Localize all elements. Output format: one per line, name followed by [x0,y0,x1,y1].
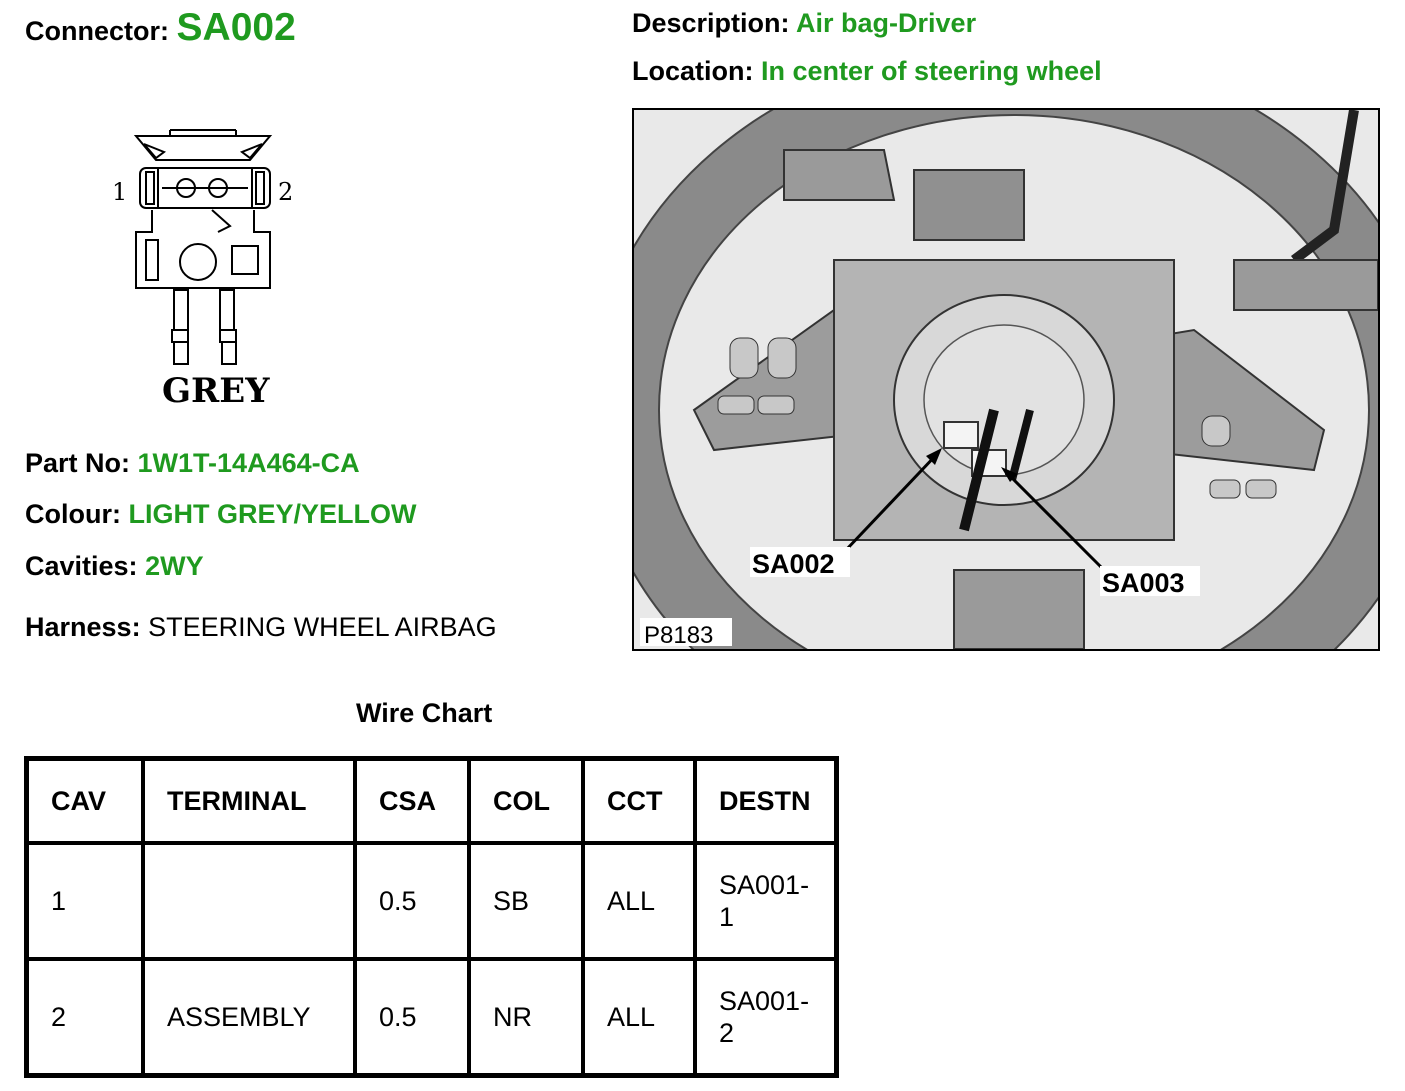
pin-2-label: 2 [278,178,294,206]
colour-field [25,499,417,530]
cell-cct: ALL [583,843,695,959]
description-field [632,8,976,39]
header-csa: CSA [355,759,469,843]
cavities-value: 2WY [145,551,204,581]
steering-wheel-illustration [634,110,1378,649]
callout-sa002: SA002 [752,549,835,579]
connector-value: SA002 [176,6,296,49]
cell-destn: SA001- 1 [695,843,836,959]
harness-label: Harness: [25,612,141,642]
header-col: COL [469,759,583,843]
cell-csa: 0.5 [355,843,469,959]
cell-terminal [143,843,355,959]
location-photo [632,108,1380,651]
part-number-label: Part No: [25,448,131,478]
connector-pinout-diagram [100,122,320,422]
cell-cav: 2 [27,959,143,1075]
header-terminal: TERMINAL [143,759,355,843]
cell-cct: ALL [583,959,695,1075]
colour-value: LIGHT GREY/YELLOW [128,499,417,529]
connector-label: Connector: [25,16,169,46]
location-field [632,56,1102,87]
connector-colour-text: GREY [162,371,270,411]
harness-field [25,612,497,643]
description-value: Air bag-Driver [796,8,977,38]
wire-chart-table [24,756,839,1078]
cavities-label: Cavities: [25,551,138,581]
colour-label: Colour: [25,499,121,529]
header-destn: DESTN [695,759,836,843]
description-label: Description: [632,8,790,38]
cavities-field [25,551,204,582]
table-row [27,959,836,1075]
connector-field [25,6,296,50]
wire-chart-title: Wire Chart [356,698,493,728]
figure-id: P8183 [644,622,714,649]
cell-csa: 0.5 [355,959,469,1075]
location-value: In center of steering wheel [761,56,1102,86]
pin-1-label: 1 [112,178,128,206]
part-number-field [25,448,360,479]
harness-value: STEERING WHEEL AIRBAG [148,612,497,642]
callout-sa003: SA003 [1102,568,1185,598]
location-label: Location: [632,56,754,86]
header-cct: CCT [583,759,695,843]
header-cav: CAV [27,759,143,843]
table-header-row [27,759,836,843]
cell-destn: SA001- 2 [695,959,836,1075]
cell-cav: 1 [27,843,143,959]
cell-col: NR [469,959,583,1075]
table-row [27,843,836,959]
cell-terminal: ASSEMBLY [143,959,355,1075]
part-number-value: 1W1T-14A464-CA [137,448,360,478]
cell-col: SB [469,843,583,959]
